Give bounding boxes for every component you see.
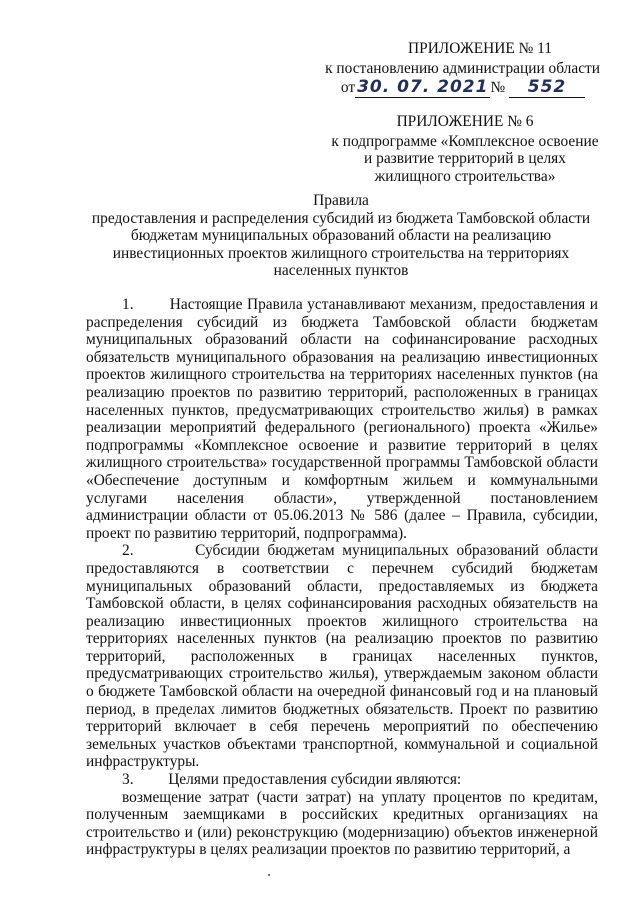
paragraph-1 <box>86 296 598 542</box>
paragraph-3-text: Целями предоставления субсидии являются: <box>168 771 462 789</box>
number-sign: № <box>490 79 506 96</box>
paragraph-1-number: 1. <box>122 296 134 313</box>
appendix-11-header <box>0 40 552 58</box>
appendix-6-line2: и развитие территорий в целях <box>364 150 566 168</box>
paragraph-3 <box>86 771 598 789</box>
subparagraph <box>86 789 598 859</box>
paragraph-2 <box>86 542 598 771</box>
appendix-6-line1: к подпрограмме «Комплексное освоение <box>331 132 599 150</box>
decree-date-number-line <box>0 79 585 98</box>
rules-heading-line4: населенных пунктов <box>273 262 409 280</box>
ot-prefix: от <box>340 79 356 96</box>
handwritten-date: 30. 07. 2021 <box>357 77 489 97</box>
rules-heading-line2: бюджетам муниципальных образований области на реализацию <box>130 227 552 245</box>
rules-heading-line1: предоставления и распределения субсидий из бюджета Тамбовской области <box>91 209 591 227</box>
paragraph-2-text: Субсидии бюджетам муниципальных образований области предоставляются в соответствии с перечнем субсидий бюджетам муниципальных образований области, предоставляемых из бюджета Тамбовской области, в целях софинансирования расходных обязательств на реализацию инвестиционных проектов жилищного строительства на территориях населенных пунктов (на реализацию проектов по развитию территорий, расположенных в границах населенных пунктов, предусматривающих строительство жилья), утверждаемым законом области о бюджете Тамбовской области на очередной финансовый год и на плановый период, в пределах лимитов бюджетных обязательств. Проект по развитию территорий включает в себя перечень мероприятий по обеспечению земельных участков объектами транспортной, коммунальной и социальной инфраструктуры. <box>86 542 599 771</box>
handwritten-number: 552 <box>509 79 585 98</box>
appendix-6-line3: жилищного строительства» <box>374 167 556 185</box>
appendix-11-title: ПРИЛОЖЕНИЕ № 11 <box>408 40 552 57</box>
appendix-6-header <box>330 113 600 185</box>
appendix-6-title: ПРИЛОЖЕНИЕ № 6 <box>396 113 534 130</box>
paragraph-3-number: 3. <box>122 771 134 789</box>
rules-body <box>86 296 598 859</box>
paragraph-2-number: 2. <box>122 542 134 560</box>
paragraph-1-text: Настоящие Правила устанавливают механизм, предоставления и распределения субсидий из бюджета Тамбовской области бюджетам муниципальных образований области на софинансирование расходных обязательств муниципального образования на реализацию инвестиционных проектов жилищного строительства на территориях населенных пунктов (на реализацию проектов по развитию территорий, расположенных в границах населенных пунктов, предусматривающих строительство жилья) в рамках реализации мероприятий федерального (регионального) проекта «Жилье» подпрограммы «Комплексное освоение и развитие территорий в целях жилищного строительства» государственной программы Тамбовской области «Обеспечение доступным и комфортным жильем и коммунальными услугами населения области», утвержденной постановлением администрации области от 05.06.2013 № 586 (далее – Правила, субсидии, проект по развитию территорий, подпрограмма). <box>86 296 599 542</box>
scan-speck <box>268 874 270 876</box>
rules-heading <box>86 192 596 280</box>
subparagraph-text: возмещение затрат (части затрат) на уплату процентов по кредитам, полученным заемщиками в российских кредитных организациях на строительство и (или) реконструкцию (модернизацию) объектов инженерной инфраструктуры в целях реализации проектов по развитию территорий, а <box>86 788 598 859</box>
rules-title: Правила <box>313 192 369 209</box>
appendix-11-subtitle: к постановлению администрации области <box>325 60 600 77</box>
rules-heading-line3: инвестиционных проектов жилищного строительства на территориях <box>112 244 570 262</box>
